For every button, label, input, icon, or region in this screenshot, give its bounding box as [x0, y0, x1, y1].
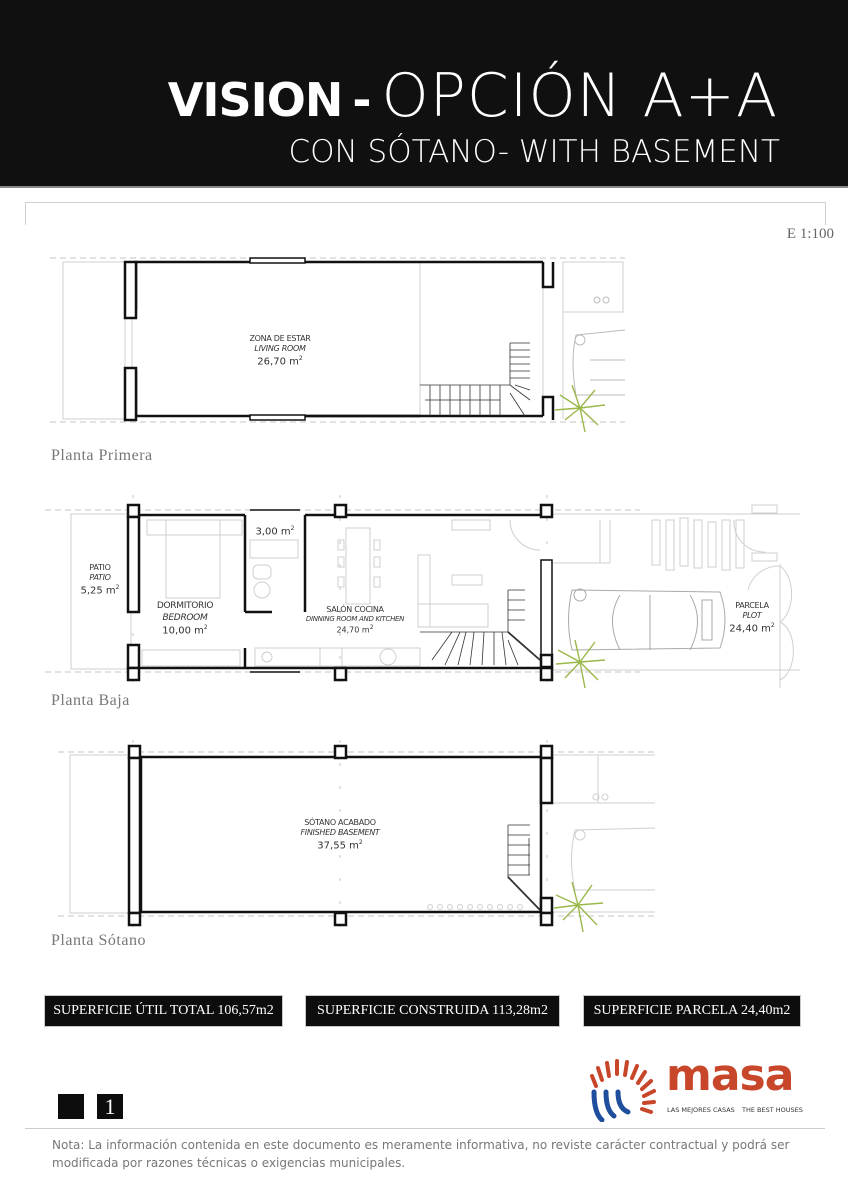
plan-label-sotano: Planta Sótano	[51, 932, 146, 949]
room-name-es: PATIO	[89, 563, 111, 572]
header-banner	[0, 0, 848, 186]
room-label-bathroom	[250, 525, 300, 538]
masa-logo-word: masa	[666, 1050, 794, 1101]
footer-divider	[25, 1128, 825, 1129]
room-name-en: PLOT	[742, 611, 762, 621]
logo-tagline-en: THE BEST HOUSES	[742, 1106, 803, 1114]
logo-tagline-es: LAS MEJORES CASAS	[667, 1106, 735, 1114]
room-name-en: PATIO	[89, 573, 111, 583]
page-title	[167, 61, 778, 131]
stat-useful-area: SUPERFICIE ÚTIL TOTAL 106,57m2	[45, 996, 282, 1026]
room-name-en: BEDROOM	[162, 612, 208, 623]
room-area: 10,00 $m^2$	[162, 624, 208, 637]
floorplan-sotano-drawing	[0, 740, 848, 935]
masa-logo	[588, 1050, 808, 1122]
room-label-plot	[722, 601, 782, 635]
room-label-living	[220, 334, 340, 368]
masa-logo-mark-icon	[588, 1058, 664, 1122]
room-area: 24,70 $m^2$	[336, 624, 374, 636]
car-icon	[569, 589, 726, 650]
room-label-bedroom	[140, 601, 230, 638]
plan-baja	[0, 495, 848, 715]
plan-label-baja: Planta Baja	[51, 692, 130, 709]
plant-icon	[556, 640, 605, 688]
room-name-es: SÓTANO ACABADO	[304, 818, 376, 827]
plan-label-primera: Planta Primera	[51, 447, 153, 464]
room-label-dining-kitchen	[290, 605, 420, 637]
page-number: 1	[97, 1094, 123, 1119]
room-area: 24,40 $m^2$	[729, 621, 775, 635]
title-separator: -	[352, 73, 372, 127]
title-bold: VISION	[167, 73, 343, 127]
room-label-patio	[72, 563, 128, 597]
disclaimer-note: Nota: La información contenida en este documento es meramente informativa, no reviste carácter contractual y podrá ser modificada por razones técnicas o exigencias municipales.	[52, 1138, 790, 1170]
plan-primera	[0, 250, 848, 470]
drawing-frame	[25, 202, 826, 225]
plan-sotano	[0, 740, 848, 960]
room-name-es: DORMITORIO	[156, 601, 214, 611]
title-option: OPCIÓN A+A	[381, 61, 778, 131]
room-area: 26,70 $m^2$	[257, 354, 303, 368]
header-divider	[0, 186, 848, 188]
room-name-en: LIVING ROOM	[254, 344, 306, 354]
page-subtitle: CON SÓTANO- WITH BASEMENT	[288, 134, 780, 170]
floorplan-primera-drawing	[0, 250, 848, 440]
scale-label: E 1:100	[786, 226, 834, 242]
page-box-blank	[58, 1094, 84, 1119]
room-area: 3,00 $m^2$	[255, 525, 295, 538]
room-name-en: FINISHED BASEMENT	[300, 828, 380, 838]
room-area: 5,25 $m^2$	[80, 583, 120, 597]
room-area: 37,55 $m^2$	[317, 838, 363, 852]
room-name-es: PARCELA	[735, 601, 769, 610]
room-name-es: SALÓN COCINA	[326, 605, 384, 614]
stat-plot-area: SUPERFICIE PARCELA 24,40m2	[584, 996, 800, 1026]
room-name-es: ZONA DE ESTAR	[249, 334, 311, 343]
room-label-basement	[270, 818, 410, 852]
room-name-en: DINNING ROOM AND KITCHEN	[305, 615, 405, 624]
stat-built-area: SUPERFICIE CONSTRUIDA 113,28m2	[306, 996, 559, 1026]
